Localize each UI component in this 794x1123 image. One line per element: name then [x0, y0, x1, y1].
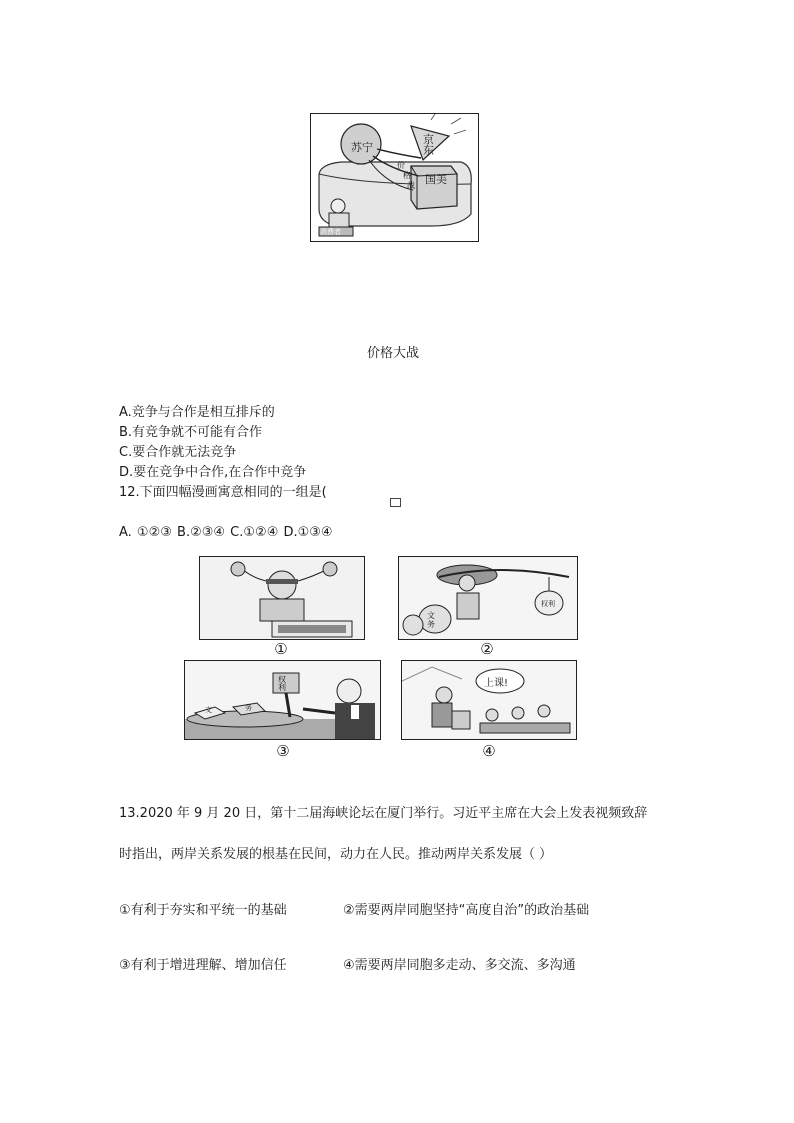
- q13-line-1: 13.2020 年 9 月 20 日，第十二届海峡论坛在厦门举行。习近平主席在大会上发表视频致辞: [119, 806, 648, 821]
- label-price-1: 价: [397, 161, 405, 170]
- price-war-drawing: [311, 114, 478, 241]
- p4-speech-bubble: 上课!: [484, 678, 509, 689]
- panel-2-drawing: [399, 557, 577, 639]
- panel-1-drawing: [200, 557, 364, 639]
- p3-block-label-1: 文: [205, 706, 212, 714]
- q13-option-3: ③有利于增进理解、增加信任: [119, 958, 287, 973]
- panel-number-2: ②: [480, 640, 494, 658]
- p3-block-label-3: 权利: [278, 675, 286, 692]
- label-gome: 国美: [425, 173, 447, 186]
- label-jingdong: 京东: [423, 133, 434, 157]
- cartoon-panel-3: [184, 660, 381, 740]
- tiny-image-marker: [390, 498, 401, 507]
- q11-option-b: B.有竞争就不可能有合作: [119, 425, 263, 440]
- q13-option-2: ②需要两岸同胞坚持“高度自治”的政治基础: [343, 903, 590, 918]
- panel-number-3: ③: [276, 742, 290, 760]
- q13-option-1: ①有利于夯实和平统一的基础: [119, 903, 287, 918]
- q11-option-a: A.竞争与合作是相互排斥的: [119, 405, 275, 420]
- q13-line-2: 时指出，两岸关系发展的根基在民间，动力在人民。推动两岸关系发展（ ）: [119, 847, 553, 862]
- label-consumer-sign: 消费者: [320, 228, 341, 236]
- label-price-3: 战: [407, 181, 415, 190]
- cartoon-caption: 价格大战: [367, 346, 420, 361]
- q12-stem: 12.下面四幅漫画寓意相同的一组是(: [119, 485, 327, 500]
- q12-choices: A. ①②③ B.②③④ C.①②④ D.①③④: [119, 525, 333, 540]
- label-price-2: 格: [403, 171, 411, 180]
- q11-option-c: C.要合作就无法竞争: [119, 445, 237, 460]
- p2-bag-label-2: 权利: [541, 600, 555, 608]
- cartoon-panel-2: [398, 556, 578, 640]
- panel-number-1: ①: [274, 640, 288, 658]
- label-suning: 苏宁: [351, 141, 373, 154]
- price-war-cartoon: [310, 113, 479, 242]
- panel-number-4: ④: [482, 742, 496, 760]
- cartoon-panel-1: [199, 556, 365, 640]
- q13-option-4: ④需要两岸同胞多走动、多交流、多沟通: [343, 958, 576, 973]
- cartoon-panel-4: [401, 660, 577, 740]
- q11-option-d: D.要在竞争中合作,在合作中竞争: [119, 465, 307, 480]
- panel-4-drawing: [402, 661, 576, 739]
- p3-block-label-2: 务: [245, 704, 252, 712]
- p2-bag-label-1: 文务: [427, 611, 435, 629]
- panel-3-drawing: [185, 661, 380, 739]
